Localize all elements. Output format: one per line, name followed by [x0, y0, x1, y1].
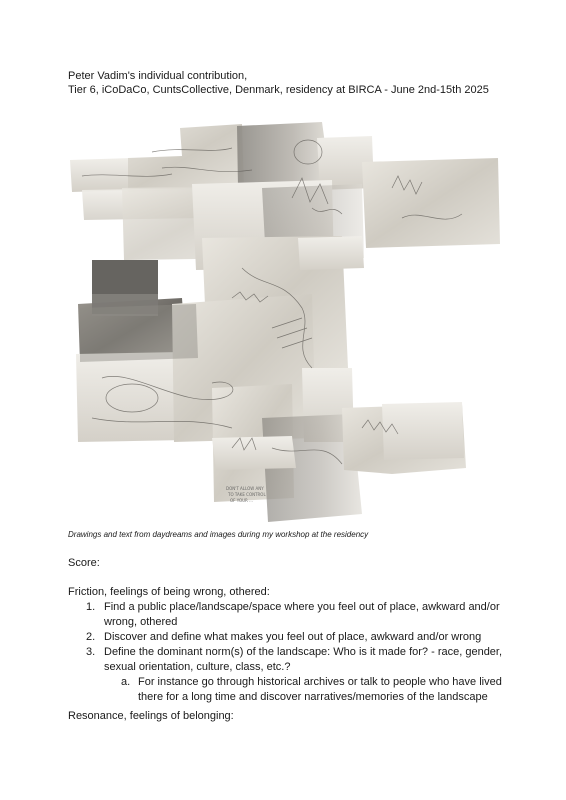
collage-image	[62, 118, 502, 528]
svg-text:OF YOUR ...: OF YOUR ...	[230, 498, 253, 503]
header-line-1: Peter Vadim's individual contribution,	[68, 70, 248, 82]
sub-list-letter-a: a.	[121, 676, 131, 688]
handwritten-inscription: DON'T ALLOW ANY	[226, 486, 264, 491]
list-item-1-line-1: Find a public place/landscape/space where you feel out of place, awkward and/or	[104, 601, 500, 613]
list-item-1-line-2: wrong, othered	[104, 616, 178, 628]
list-number-1: 1.	[86, 601, 96, 613]
list-number-3: 3.	[86, 646, 96, 658]
friction-heading: Friction, feelings of being wrong, othered:	[68, 586, 270, 598]
list-number-2: 2.	[86, 631, 96, 643]
score-label: Score:	[68, 557, 100, 569]
resonance-heading: Resonance, feelings of belonging:	[68, 710, 234, 722]
header-line-2: Tier 6, iCoDaCo, CuntsCollective, Denmark, residency at BIRCA - June 2nd-15th 2025	[68, 84, 489, 96]
list-item-2-line-1: Discover and define what makes you feel out of place, awkward and/or wrong	[104, 631, 482, 643]
sub-list-item-a-line-1: For instance go through historical archives or talk to people who have lived	[138, 676, 502, 688]
figure-caption: Drawings and text from daydreams and images during my workshop at the residency	[68, 530, 369, 539]
svg-text:TO TAKE CONTROL: TO TAKE CONTROL	[228, 492, 266, 497]
sub-list-item-a-line-2: there for a long time and discover narratives/memories of the landscape	[138, 691, 488, 703]
list-item-3-line-2: sexual orientation, culture, class, etc.?	[104, 661, 291, 673]
list-item-3-line-1: Define the dominant norm(s) of the landscape: Who is it made for? - race, gender,	[104, 646, 503, 658]
